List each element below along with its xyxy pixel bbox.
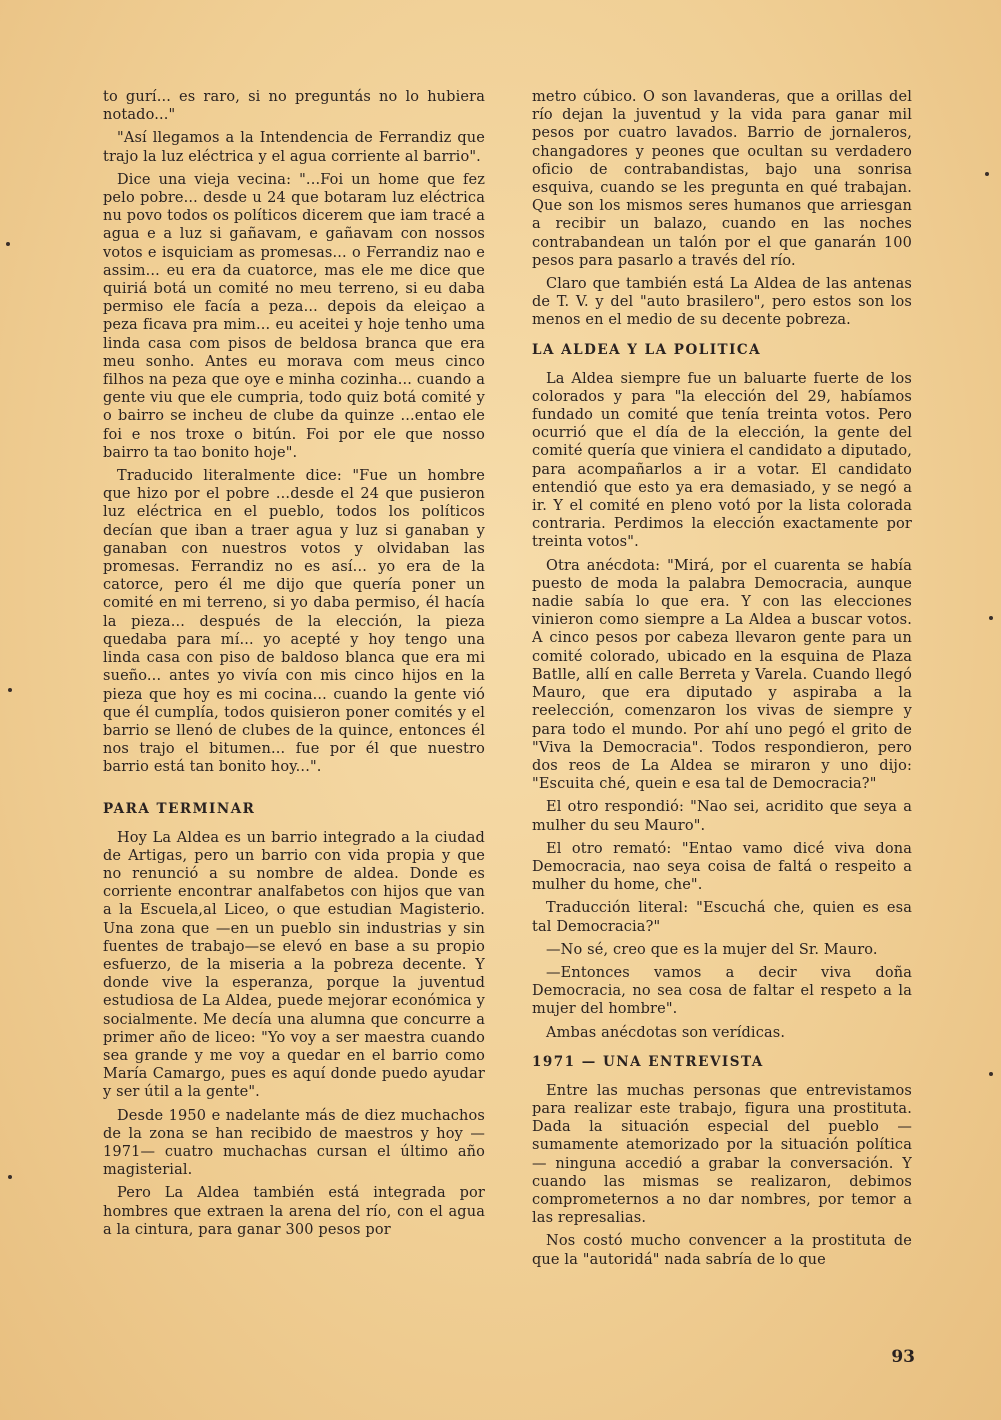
paragraph: Otra anécdota: "Mirá, por el cuarenta se había puesto de moda la palabra Democracia, aunque nadie sabía lo que era. Y con las elecciones vinieron como siempre a La Aldea a buscar votos. A cinco pesos por cabeza llevaron gente para un comité colorado, ubicado en la esquina de Plaza Batlle, allí en calle Berreta y Varela. Cuando llegó Mauro, que era diputado y aspiraba a la reelección, comenzaron los vivas de siempre y para todo el mundo. Por ahí uno pegó el grito de "Viva la Democracia". Todos respondieron, pero dos reos de La Aldea se miraron y uno dijo: "Escuita ché, quein e esa tal de Democracia?" [532, 557, 912, 793]
paragraph: Traducción literal: "Escuchá che, quien es esa tal Democracia?" [532, 900, 912, 935]
paragraph: Entre las muchas personas que entrevistamos para realizar este trabajo, figura una prostituta. Dada la situación especial del pueblo —sumamente atemorizado por la situación política— ninguna accedió a grabar la conversación. Y cuando las mismas se realizaron, debimos comprometernos a no dar nombres, por temor a las represalias. [532, 1082, 912, 1227]
scan-speck [989, 616, 993, 620]
scan-speck [8, 688, 12, 692]
right-column [532, 88, 912, 1274]
scan-speck [989, 1072, 993, 1076]
page-number: 93 [891, 1347, 915, 1367]
left-column [103, 88, 485, 1244]
section-heading-para-terminar: PARA TERMINAR [103, 800, 256, 817]
paragraph: Desde 1950 e nadelante más de diez muchachos de la zona se han recibido de maestros y hoy —1971— cuatro muchachas cursan el último año magisterial. [103, 1107, 485, 1179]
paragraph: Nos costó mucho convencer a la prostituta de que la "autoridá" nada sabría de lo que [532, 1233, 912, 1268]
paragraph: "Así llegamos a la Intendencia de Ferrandiz que trajo la luz eléctrica y el agua corriente al barrio". [103, 130, 485, 165]
section-heading-una-entrevista: 1971 — UNA ENTREVISTA [532, 1053, 764, 1070]
scan-speck [8, 1175, 12, 1179]
paragraph: Dice una vieja vecina: "...Foi un home que fez pelo pobre... desde u 24 que botaram luz eléctrica nu povo todos os políticos dicerem que iam tracé a agua e a luz si gañavam, e gañavam con nossos votos e isquiciam as promesas... o Ferrandiz nao e assim... eu era da cuatorce, mas ele me dice que quiriá botá un comité no meu terreno, si eu daba permiso ele facía a peza... depois da eleiçao a peza ficava pra mim... eu aceitei y hoje tenho uma linda casa com pisos de beldosa branca que era meu sonho. Antes eu morava com meus cinco filhos na peza que oye e minha cozinha... cuando a gente viu que ele cumpria, todo quiz botá comité y o bairro se incheu de clube da quinze ...entao ele foi e nos troxe o bitún. Foi por ele que nosso bairro ta tao bonito hoje". [103, 171, 485, 461]
paragraph: —No sé, creo que es la mujer del Sr. Mauro. [546, 941, 878, 958]
paragraph: El otro respondió: "Nao sei, acridito que seya a mulher du seu Mauro". [532, 799, 912, 834]
paragraph: metro cúbico. O son lavanderas, que a orillas del río dejan la juventud y la vida para ganar mil pesos por cuatro lavados. Barrio de jornaleros, changadores y peones que ocultan su verdadero oficio de contrabandistas, bajo una sonrisa esquiva, cuando se les pregunta en qué trabajan. Que son los mismos seres humanos que arriesgan a recibir un balazo, cuando en las noches contrabandean un talón por el que ganarán 100 pesos para pasarlo a través del río. [532, 89, 912, 269]
paragraph: to gurí... es raro, si no preguntás no lo hubiera notado..." [103, 89, 485, 124]
paragraph: Hoy La Aldea es un barrio integrado a la ciudad de Artigas, pero un barrio con vida propia y que no renunció a su nombre de aldea. Donde es corriente encontrar analfabetos con hijos que van a la Escuela,al Liceo, o que estudian Magisterio. Una zona que —en un pueblo sin industrias y sin fuentes de trabajo—se elevó en base a su propio esfuerzo, de la miseria a la pobreza decente. Y donde vive la esperanza, porque la juventud estudiosa de La Aldea, puede mejorar económica y socialmente. Me decía una alumna que concurre a primer año de liceo: "Yo voy a ser maestra cuando sea grande y me voy a quedar en el barrio como María Camargo, pues es aquí donde puedo ayudar y ser útil a la gente". [103, 829, 485, 1101]
scan-speck [6, 242, 10, 246]
paragraph: —Entonces vamos a decir viva doña Democracia, no sea cosa de faltar el respeto a la mujer del hombre". [532, 964, 912, 1018]
scan-speck [985, 172, 989, 176]
paragraph: Traducido literalmente dice: "Fue un hombre que hizo por el pobre ...desde el 24 que pusieron luz eléctrica en el pueblo, todos los políticos decían que iban a traer agua y luz si ganaban y ganaban con nuestros votos y olvidaban las promesas. Ferrandiz no es así... yo era de la catorce, pero él me dijo que quería poner un comité en mi terreno, si yo daba permiso, él hacía la pieza... después de la elección, la pieza quedaba para mí... yo acepté y hoy tengo una linda casa con piso de baldoso blanca que era mi sueño... antes yo vivía con mis cinco hijos en la pieza que hoy es mi cocina... cuando la gente vió que él cumplía, todos quisieron poner comités y el barrio se llenó de clubes de la quince, entonces él nos trajo el bitumen... fue por él que nuestro barrio está tan bonito hoy...". [103, 468, 485, 776]
paragraph: Pero La Aldea también está integrada por hombres que extraen la arena del río, con el agua a la cintura, para ganar 300 pesos por [103, 1185, 485, 1238]
paragraph: Ambas anécdotas son verídicas. [546, 1024, 786, 1041]
paragraph: Claro que también está La Aldea de las antenas de T. V. y del "auto brasilero", pero estos son los menos en el medio de su decente pobreza. [532, 276, 912, 329]
section-heading-la-aldea-y-la-politica: LA ALDEA Y LA POLITICA [532, 341, 762, 358]
paragraph: La Aldea siempre fue un baluarte fuerte de los colorados y para "la elección del 29, habíamos fundado un comité que tenía treinta votos. Pero ocurrió que el día de la elección, la gente del comité quería que viniera el candidato a diputado, para acompañarlos a ir a votar. El candidato entendió que esto ya era demasiado, y se negó a ir. Y el comité en pleno votó por la lista colorada contraria. Perdimos la elección exactamente por treinta votos". [532, 370, 912, 551]
paragraph: El otro rematό: "Entao vamo dicé viva dona Democracia, nao seya coisa de faltá o respeito a mulher du home, che". [532, 840, 912, 894]
